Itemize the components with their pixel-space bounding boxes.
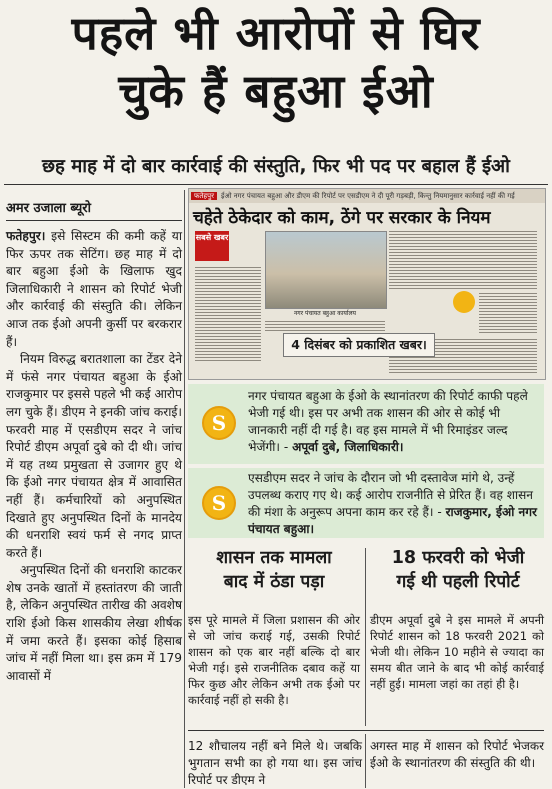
- quote-icon: [202, 486, 236, 520]
- headline-line-2: चुके हैं बहुआ ईओ: [118, 64, 434, 118]
- quote-dm-text: नगर पंचायत बहुआ के ईओ के स्थानांतरण की रिपोर्ट काफी पहले भेजी गई थी। इस पर अभी तक शासन की ओर से कोई भी जानकारी नहीं दी गई है। वह इस मामले में भी रिमाइंडर जल्द भेजेंगी। -: [248, 389, 528, 454]
- clipping-photo: [265, 231, 387, 309]
- quote-eo-signature: राजकुमार, ईओ नगर पंचायत बहुआ।: [248, 505, 538, 536]
- clipping-quote-icon: [453, 291, 475, 313]
- subheadline: छह माह में दो बार कार्रवाई की संस्तुति, फिर भी पद पर बहाल हैं ईओ: [42, 156, 510, 177]
- paragraph-3: अनुपस्थित दिनों की धनराशि काटकर शेष उनके खातों में हस्तांतरण की जाती है, लेकिन अनुपस्थित तारीख की अवशेष राशि ईओ किस शासकीय लेखा शीर्षक में जमा करते हैं। इसका कोई हिसाब जांच में नहीं मिला था। इस क्रम में 179 आवासों में: [6, 563, 182, 683]
- clipping-date-badge: 4 दिसंबर को प्रकाशित खबर।: [283, 333, 435, 357]
- clipping-text-block: [479, 291, 537, 335]
- divider: [4, 184, 548, 185]
- byline-divider: [6, 220, 182, 221]
- clipping-top-strip: [189, 189, 545, 203]
- paragraph-1: [6, 228, 182, 351]
- clipping-tag: फतेहपुर: [191, 192, 217, 200]
- headline: [0, 4, 552, 120]
- box-b-heading: [372, 546, 544, 594]
- quote-dm-signature: अपूर्वा दुबे, जिलाधिकारी।: [292, 440, 404, 454]
- headline-line-1: पहले भी आरोपों से घिर: [71, 6, 481, 60]
- byline: अमर उजाला ब्यूरो: [6, 201, 91, 216]
- clipping-headline: चहेते ठेकेदार को काम, ठेंगे पर सरकार के नियम: [193, 208, 491, 228]
- dateline: फतेहपुर।: [6, 229, 46, 243]
- clipping-text-block: [195, 265, 261, 363]
- quote-dm: [248, 388, 538, 456]
- box-a-heading-line-1: शासन तक मामला: [216, 548, 332, 568]
- quote-eo: [248, 470, 538, 538]
- clipping-text-block: [389, 229, 537, 289]
- quote-box-eo: [188, 468, 544, 538]
- box-a-heading: [188, 546, 360, 594]
- article-column-1: [6, 228, 182, 685]
- previous-clipping: [188, 188, 546, 380]
- box-b-body: डीएम अपूर्वा दुबे ने इस मामले में अपनी रिपोर्ट शासन को 18 फरवरी 2021 को भेजी थी। लेकिन 10 महीने से ज्यादा का समय बीत जाने के बाद भी कोई कार्रवाई नहीं हुई। मामला जहां का तहां ही है।: [370, 613, 544, 691]
- clipping-text-block: [265, 319, 385, 331]
- box-divider: [365, 548, 366, 726]
- box-a-body: इस पूरे मामले में जिला प्रशासन की ओर से जो जांच कराई गई, उसकी रिपोर्ट शासन को एक बार नहीं बल्कि दो बार भेजी गई। इसे राजनीतिक दबाव कहें या फिर कुछ और लेकिन अभी तक ईओ पर कार्रवाई नहीं हो सकी है।: [188, 613, 360, 707]
- quote-eo-text: एसडीएम सदर ने जांच के दौरान जो भी दस्तावेज मांगे थे, उन्हें उपलब्ध कराए गए थे। कई आरोप राजनीति से प्रेरित हैं। वह शासन की मंशा के अनुरूप अपना काम कर रहे हैं। -: [248, 471, 533, 519]
- bottom-column-b: अगस्त माह में शासन को रिपोर्ट भेजकर ईओ के स्थानांतरण की संस्तुति की थी।: [370, 739, 544, 770]
- paragraph-2: नियम विरुद्ध बरातशाला का टेंडर देने में फंसे नगर पंचायत बहुआ के ईओ राजकुमार पर इससे पहले भी कई आरोप लग चुके हैं। डीएम ने इनकी जांच कराई। फरवरी माह में एसडीएम सदर ने जांच रिपोर्ट डीएम अपूर्वा दुबे को दी थी। जांच में यह तथ्य प्रमुखता से उजागर हुए थे कि ईओ नगर पंचायत क्षेत्र में आवासित नहीं हैं। कर्मचारियों को अनुपस्थित दिखाते हुए अनुपस्थित दिनों के मानदेय की धनराशि स्वयं फर्म से नगद प्राप्त करते हैं।: [6, 352, 182, 560]
- quote-icon: [202, 406, 236, 440]
- clipping-top-text: ईओ नगर पंचायत बहुआ और डीएम की रिपोर्ट पर एसडीएम ने दी पूरी गड़बड़ी, किन्तु नियमानुसार कार्रवाई नहीं की गई: [220, 192, 515, 200]
- box-b-heading-line-2: गई थी पहली रिपोर्ट: [396, 572, 520, 592]
- column-divider: [184, 190, 185, 788]
- clipping-red-tag: सबसे खबर: [195, 231, 229, 261]
- box-a-heading-line-2: बाद में ठंडा पड़ा: [223, 572, 325, 592]
- paragraph-1-text: इसे सिस्टम की कमी कहें या फिर ऊपर तक सेटिंग। छह माह में दो बार बहुआ ईओ के खिलाफ खुद जिलाधिकारी ने शासन को रिपोर्ट भेजी और कार्रवाई की संस्तुति की। लेकिन आज तक ईओ अपनी कुर्सी पर बरकरार हैं।: [6, 229, 182, 349]
- clipping-photo-caption: नगर पंचायत बहुआ कार्यालय: [293, 310, 357, 317]
- quote-box-dm: [188, 384, 544, 464]
- box-b-heading-line-1: 18 फरवरी को भेजी: [391, 548, 525, 568]
- bottom-column-divider: [365, 734, 366, 788]
- bottom-divider: [188, 730, 544, 731]
- bottom-column-a: 12 शौचालय नहीं बने मिले थे। जबकि भुगतान सभी का हो गया था। इस जांच रिपोर्ट पर डीएम ने: [188, 739, 362, 787]
